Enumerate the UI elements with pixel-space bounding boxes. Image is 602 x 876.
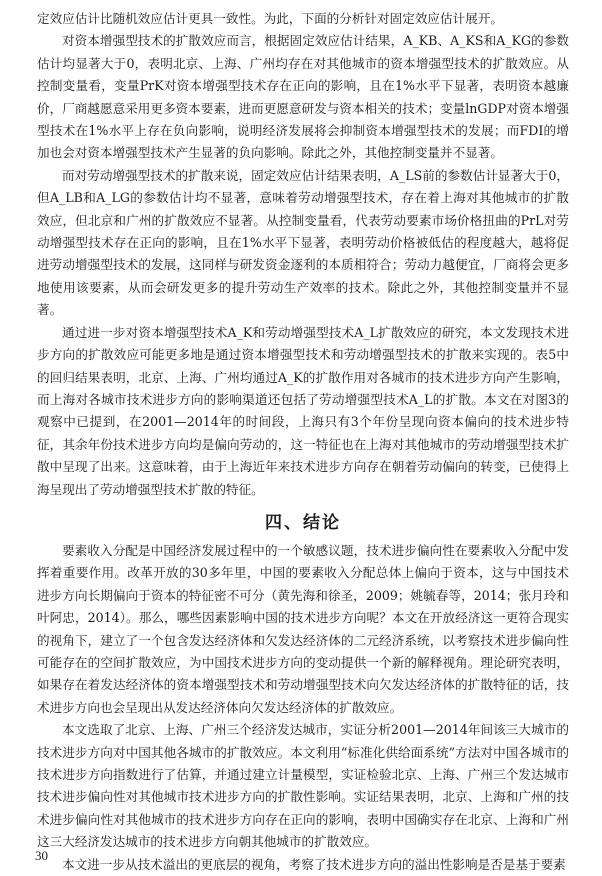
paragraph: 定效应估计比随机效应估计更具一致性。为此，下面的分析针对固定效应估计展开。 [37,11,503,26]
page-number: 30 [35,848,48,863]
paragraph: 本文选取了北京、上海、广州三个经济发达城市，实证分析2001—2014年间该三大城市的技术进步方向对中国其他各城市的扩散效应。本文利用“标准化供给面系统”方法对中国各城市的技术进步方向指数进行了估算，并通过建立计量模型，实证检验北京、上海、广州三个发达城市技术进步偏向性对其他城市技术进步方向的扩散性影响。实证结果表明，北京、上海和广州的技术进步偏向性对其他城市的技术进步方向存在正向的影响，表明中国确实存在北京、上海和广州这三大经济发达城市的技术进步方向朝其他城市的扩散效应。 [37,722,569,850]
paragraph: 而对劳动增强型技术的扩散来说，固定效应估计结果表明，A_LS前的参数估计显著大于0，但A_LB和A_LG的参数估计均不显著，意味着劳动增强型技术，存在着上海对其他城市的扩散效应，但北京和广州的扩散效应不显著。从控制变量看，代表劳动要素市场价格扭曲的PrL对劳动增强型技术存在正向的影响，且在1%水平下显著，表明劳动价格被低估的程度越大，越将促进劳动增强型技术的发展，这同样与研发资金逐利的本质相符合；劳动力越便宜，厂商将会更多地使用该要素，从而会研发更多的提升劳动生产效率的技术。除此之外，其他控制变量并不显著。 [37,167,569,318]
paragraph-group-top [37,8,569,501]
paragraph: 对资本增强型技术的扩散效应而言，根据固定效应估计结果，A_KB、A_KS和A_KG的参数估计均显著大于0，表明北京、上海、广州均存在对其他城市的资本增强型技术的扩散效应。从控制变量看，变量PrK对资本增强型技术存在正向的影响，且在1%水平下显著，表明资本越廉价，厂商越愿意采用更多资本要素，进而更愿意研发与资本相关的技术；变量lnGDP对资本增强型技术在1%水平上存在负向影响，说明经济发展将会抑制资本增强型技术的发展；而FDI的增加也会对资本增强型技术产生显著的负向影响。除此之外，其他控制变量并不显著。 [37,33,569,161]
section-heading: 四、结论 [265,512,341,533]
article-body [37,8,569,876]
paragraph: 本文进一步从技术溢出的更底层的视角，考察了技术进步方向的溢出性影响是否是基于要素 [62,856,566,872]
paragraph: 要素收入分配是中国经济发展过程中的一个敏感议题，技术进步偏向性在要素收入分配中发挥着重要作用。改革开放的30多年里，中国的要素收入分配总体上偏向于资本，这与中国技术进步方向长期偏向于资本的特征密不可分（黄先海和徐圣，2009；姚毓春等，2014；张月玲和叶阿忠，2014）。那么，哪些因素影响中国的技术进步方向呢？本文在开放经济这一更符合现实的视角下，建立了一个包含发达经济体和欠发达经济体的二元经济系统，以考察技术进步偏向性可能存在的空间扩散效应，为中国技术进步方向的变动提供一个新的解释视角。理论研究表明，如果存在着发达经济体的资本增强型技术和劳动增强型技术向欠发达经济体的扩散特征的话，技术进步方向也会呈现出从发达经济体向欠发达经济体的扩散效应。 [37,542,569,715]
paragraph-group-bottom [37,540,569,876]
paragraph: 通过进一步对资本增强型技术A_K和劳动增强型技术A_L扩散效应的研究，本文发现技术进步方向的扩散效应可能更多地是通过资本增强型技术和劳动增强型技术的扩散来实现的。表5中的回归结果表明，北京、上海、广州均通过A_K的扩散作用对各城市的技术进步方向产生影响，而上海对各城市技术进步方向的影响渠道还包括了劳动增强型技术A_L的扩散。本文在对图3的观察中已提到，在2001—2014年的时间段，上海只有3个年份呈现向资本偏向的技术进步特征，其余年份技术进步方向均是偏向劳动的，这一特征也在上海对其他城市的劳动增强型技术扩散中呈现了出来。这意味着，由于上海近年来技术进步方向存在朝着劳动偏向的转变，已使得上海呈现出了劳动增强型技术扩散的特征。 [37,324,569,497]
